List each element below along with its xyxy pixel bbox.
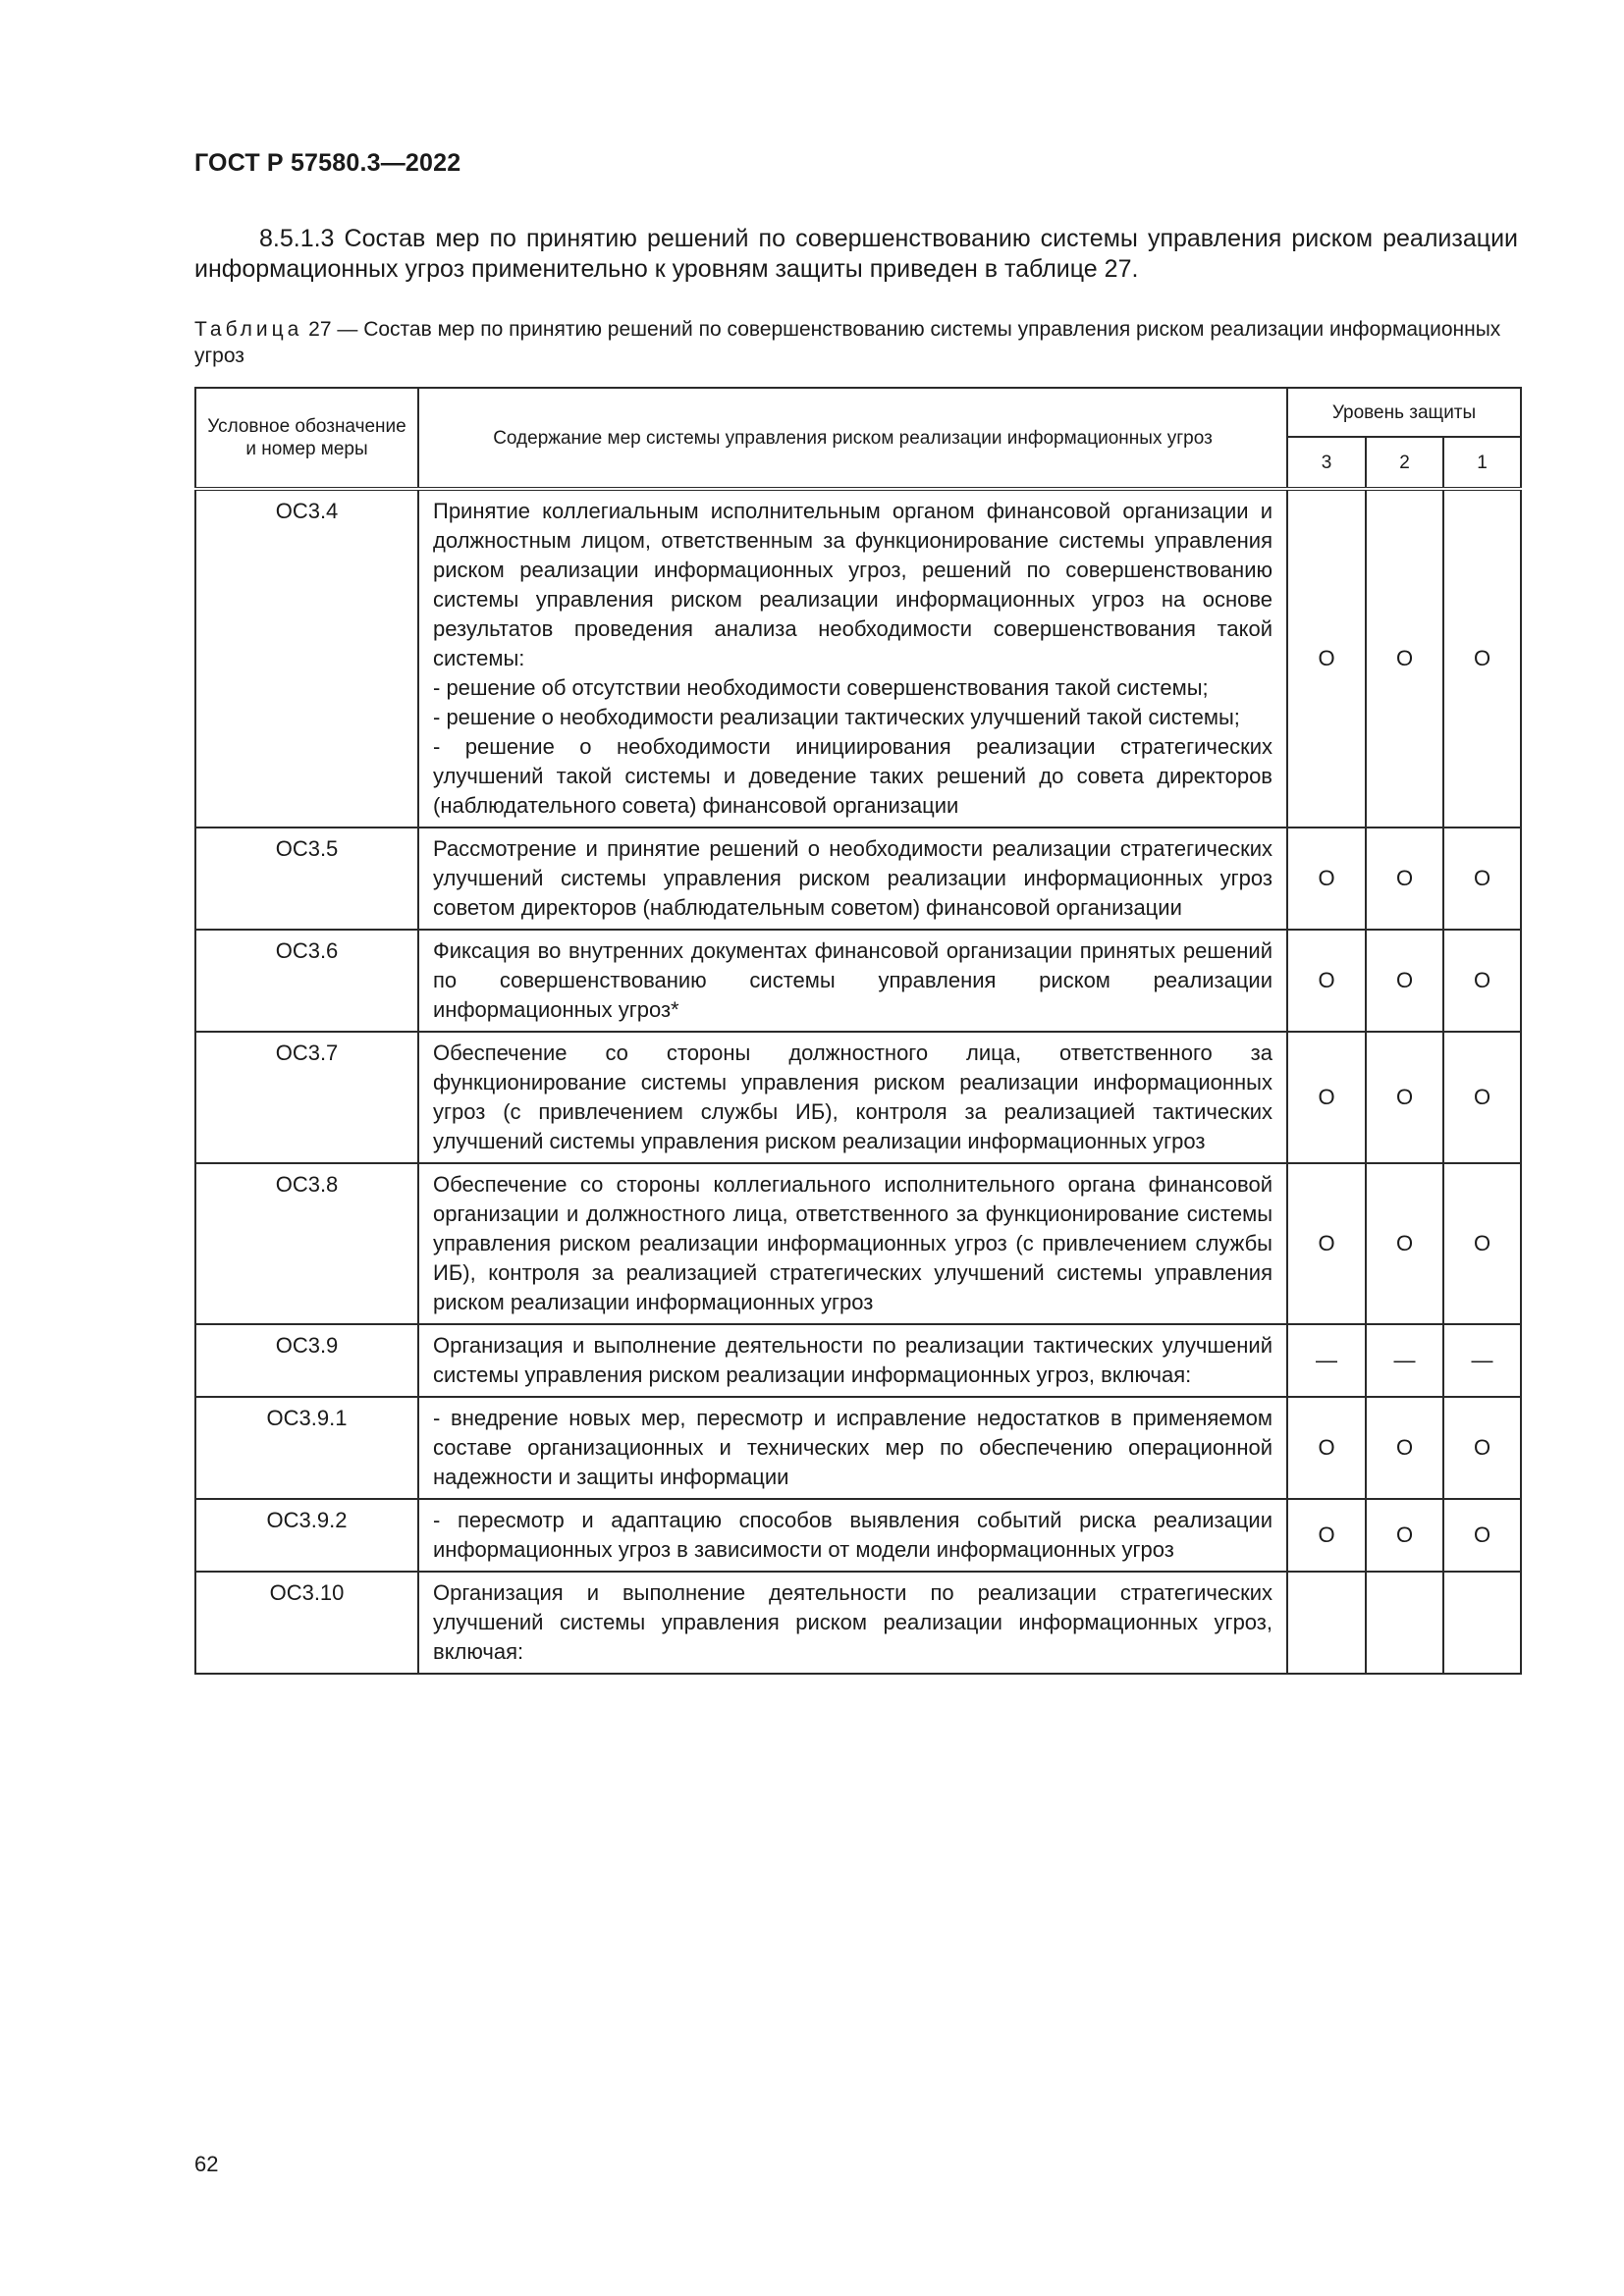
table-row — [195, 1032, 1521, 1163]
level-3-value: О — [1287, 1032, 1366, 1163]
table-row — [195, 930, 1521, 1032]
level-2-value: О — [1366, 1032, 1443, 1163]
table-caption — [194, 316, 1518, 369]
measures-table — [194, 387, 1522, 1675]
level-3-value: О — [1287, 930, 1366, 1032]
measure-code: ОС3.6 — [195, 930, 418, 1032]
table-row — [195, 1324, 1521, 1397]
level-1-value: О — [1443, 489, 1521, 828]
level-3-value: О — [1287, 489, 1366, 828]
measure-description: Обеспечение со стороны коллегиального исполнительного органа финансовой организации и должностного лица, ответственного за функционирование системы управления риском реализации информационных угроз (с привлечением службы ИБ), контроля за реализацией стратегических улучшений системы управления риском реализации информационных угроз — [418, 1163, 1287, 1324]
level-1-value: О — [1443, 1163, 1521, 1324]
level-3-value: — — [1287, 1324, 1366, 1397]
measure-description: - внедрение новых мер, пересмотр и исправление недостатков в применяемом составе организационных и технических мер по обеспечению операционной надежности и защиты информации — [418, 1397, 1287, 1499]
table-caption-label: Таблица — [194, 318, 303, 341]
table-row — [195, 489, 1521, 828]
header-level-1: 1 — [1443, 437, 1521, 489]
measure-description: Принятие коллегиальным исполнительным органом финансовой организации и должностным лицом, ответственным за функционирование системы управления риском реализации информационных угроз, решений по совершенствованию системы управления риском реализации информационных угроз на основе результатов проведения анализа необходимости совершенствования такой системы: - решение об отсутствии необходимости совершенствования такой системы; - решение о необходимости реализации тактических улучшений такой системы; - решение о необходимости инициирования реализации стратегических улучшений такой системы и доведение таких решений до совета директоров (наблюдательного совета) финансовой организации — [418, 489, 1287, 828]
measure-code: ОС3.9.2 — [195, 1499, 418, 1572]
level-3-value: О — [1287, 1163, 1366, 1324]
table-caption-text: 27 — Состав мер по принятию решений по совершенствованию системы управления риском реализации информационных угроз — [194, 318, 1501, 367]
level-1-value: О — [1443, 1032, 1521, 1163]
level-1-value: О — [1443, 1499, 1521, 1572]
header-level-2: 2 — [1366, 437, 1443, 489]
level-1-value: О — [1443, 930, 1521, 1032]
level-2-value: — — [1366, 1324, 1443, 1397]
measure-code: ОС3.4 — [195, 489, 418, 828]
page-number: 62 — [194, 2152, 219, 2176]
table-row — [195, 1397, 1521, 1499]
section-paragraph: 8.5.1.3 Состав мер по принятию решений по совершенствованию системы управления риском реализации информационных угроз применительно к уровням защиты приведен в таблице 27. — [194, 225, 1518, 283]
level-1-value — [1443, 1572, 1521, 1674]
measure-code: ОС3.9 — [195, 1324, 418, 1397]
level-2-value: О — [1366, 489, 1443, 828]
measure-code: ОС3.10 — [195, 1572, 418, 1674]
level-1-value: О — [1443, 828, 1521, 930]
table-row — [195, 828, 1521, 930]
header-code: Условное обозначение и номер меры — [195, 388, 418, 489]
measure-code: ОС3.7 — [195, 1032, 418, 1163]
level-1-value: О — [1443, 1397, 1521, 1499]
table-row — [195, 1499, 1521, 1572]
measure-description: Рассмотрение и принятие решений о необходимости реализации стратегических улучшений системы управления риском реализации информационных угроз советом директоров (наблюдательным советом) финансовой организации — [418, 828, 1287, 930]
measure-description: Фиксация во внутренних документах финансовой организации принятых решений по совершенствованию системы управления риском реализации информационных угроз* — [418, 930, 1287, 1032]
level-2-value — [1366, 1572, 1443, 1674]
level-3-value — [1287, 1572, 1366, 1674]
level-3-value: О — [1287, 1499, 1366, 1572]
measure-description: Обеспечение со стороны должностного лица, ответственного за функционирование системы управления риском реализации информационных угроз (с привлечением службы ИБ), контроля за реализацией тактических улучшений системы управления риском реализации информационных угроз — [418, 1032, 1287, 1163]
table-row — [195, 1572, 1521, 1674]
header-protection-level: Уровень защиты — [1287, 388, 1521, 437]
measure-description: - пересмотр и адаптацию способов выявления событий риска реализации информационных угроз в зависимости от модели информационных угроз — [418, 1499, 1287, 1572]
header-content: Содержание мер системы управления риском реализации информационных угроз — [418, 388, 1287, 489]
document-header: ГОСТ Р 57580.3—2022 — [194, 149, 461, 177]
level-1-value: — — [1443, 1324, 1521, 1397]
level-2-value: О — [1366, 1163, 1443, 1324]
measure-description: Организация и выполнение деятельности по реализации стратегических улучшений системы управления риском реализации информационных угроз, включая: — [418, 1572, 1287, 1674]
header-level-3: 3 — [1287, 437, 1366, 489]
level-3-value: О — [1287, 828, 1366, 930]
level-3-value: О — [1287, 1397, 1366, 1499]
level-2-value: О — [1366, 828, 1443, 930]
measure-code: ОС3.8 — [195, 1163, 418, 1324]
level-2-value: О — [1366, 1499, 1443, 1572]
measure-description: Организация и выполнение деятельности по реализации тактических улучшений системы управления риском реализации информационных угроз, включая: — [418, 1324, 1287, 1397]
measure-code: ОС3.9.1 — [195, 1397, 418, 1499]
measure-code: ОС3.5 — [195, 828, 418, 930]
level-2-value: О — [1366, 1397, 1443, 1499]
level-2-value: О — [1366, 930, 1443, 1032]
table-row — [195, 1163, 1521, 1324]
